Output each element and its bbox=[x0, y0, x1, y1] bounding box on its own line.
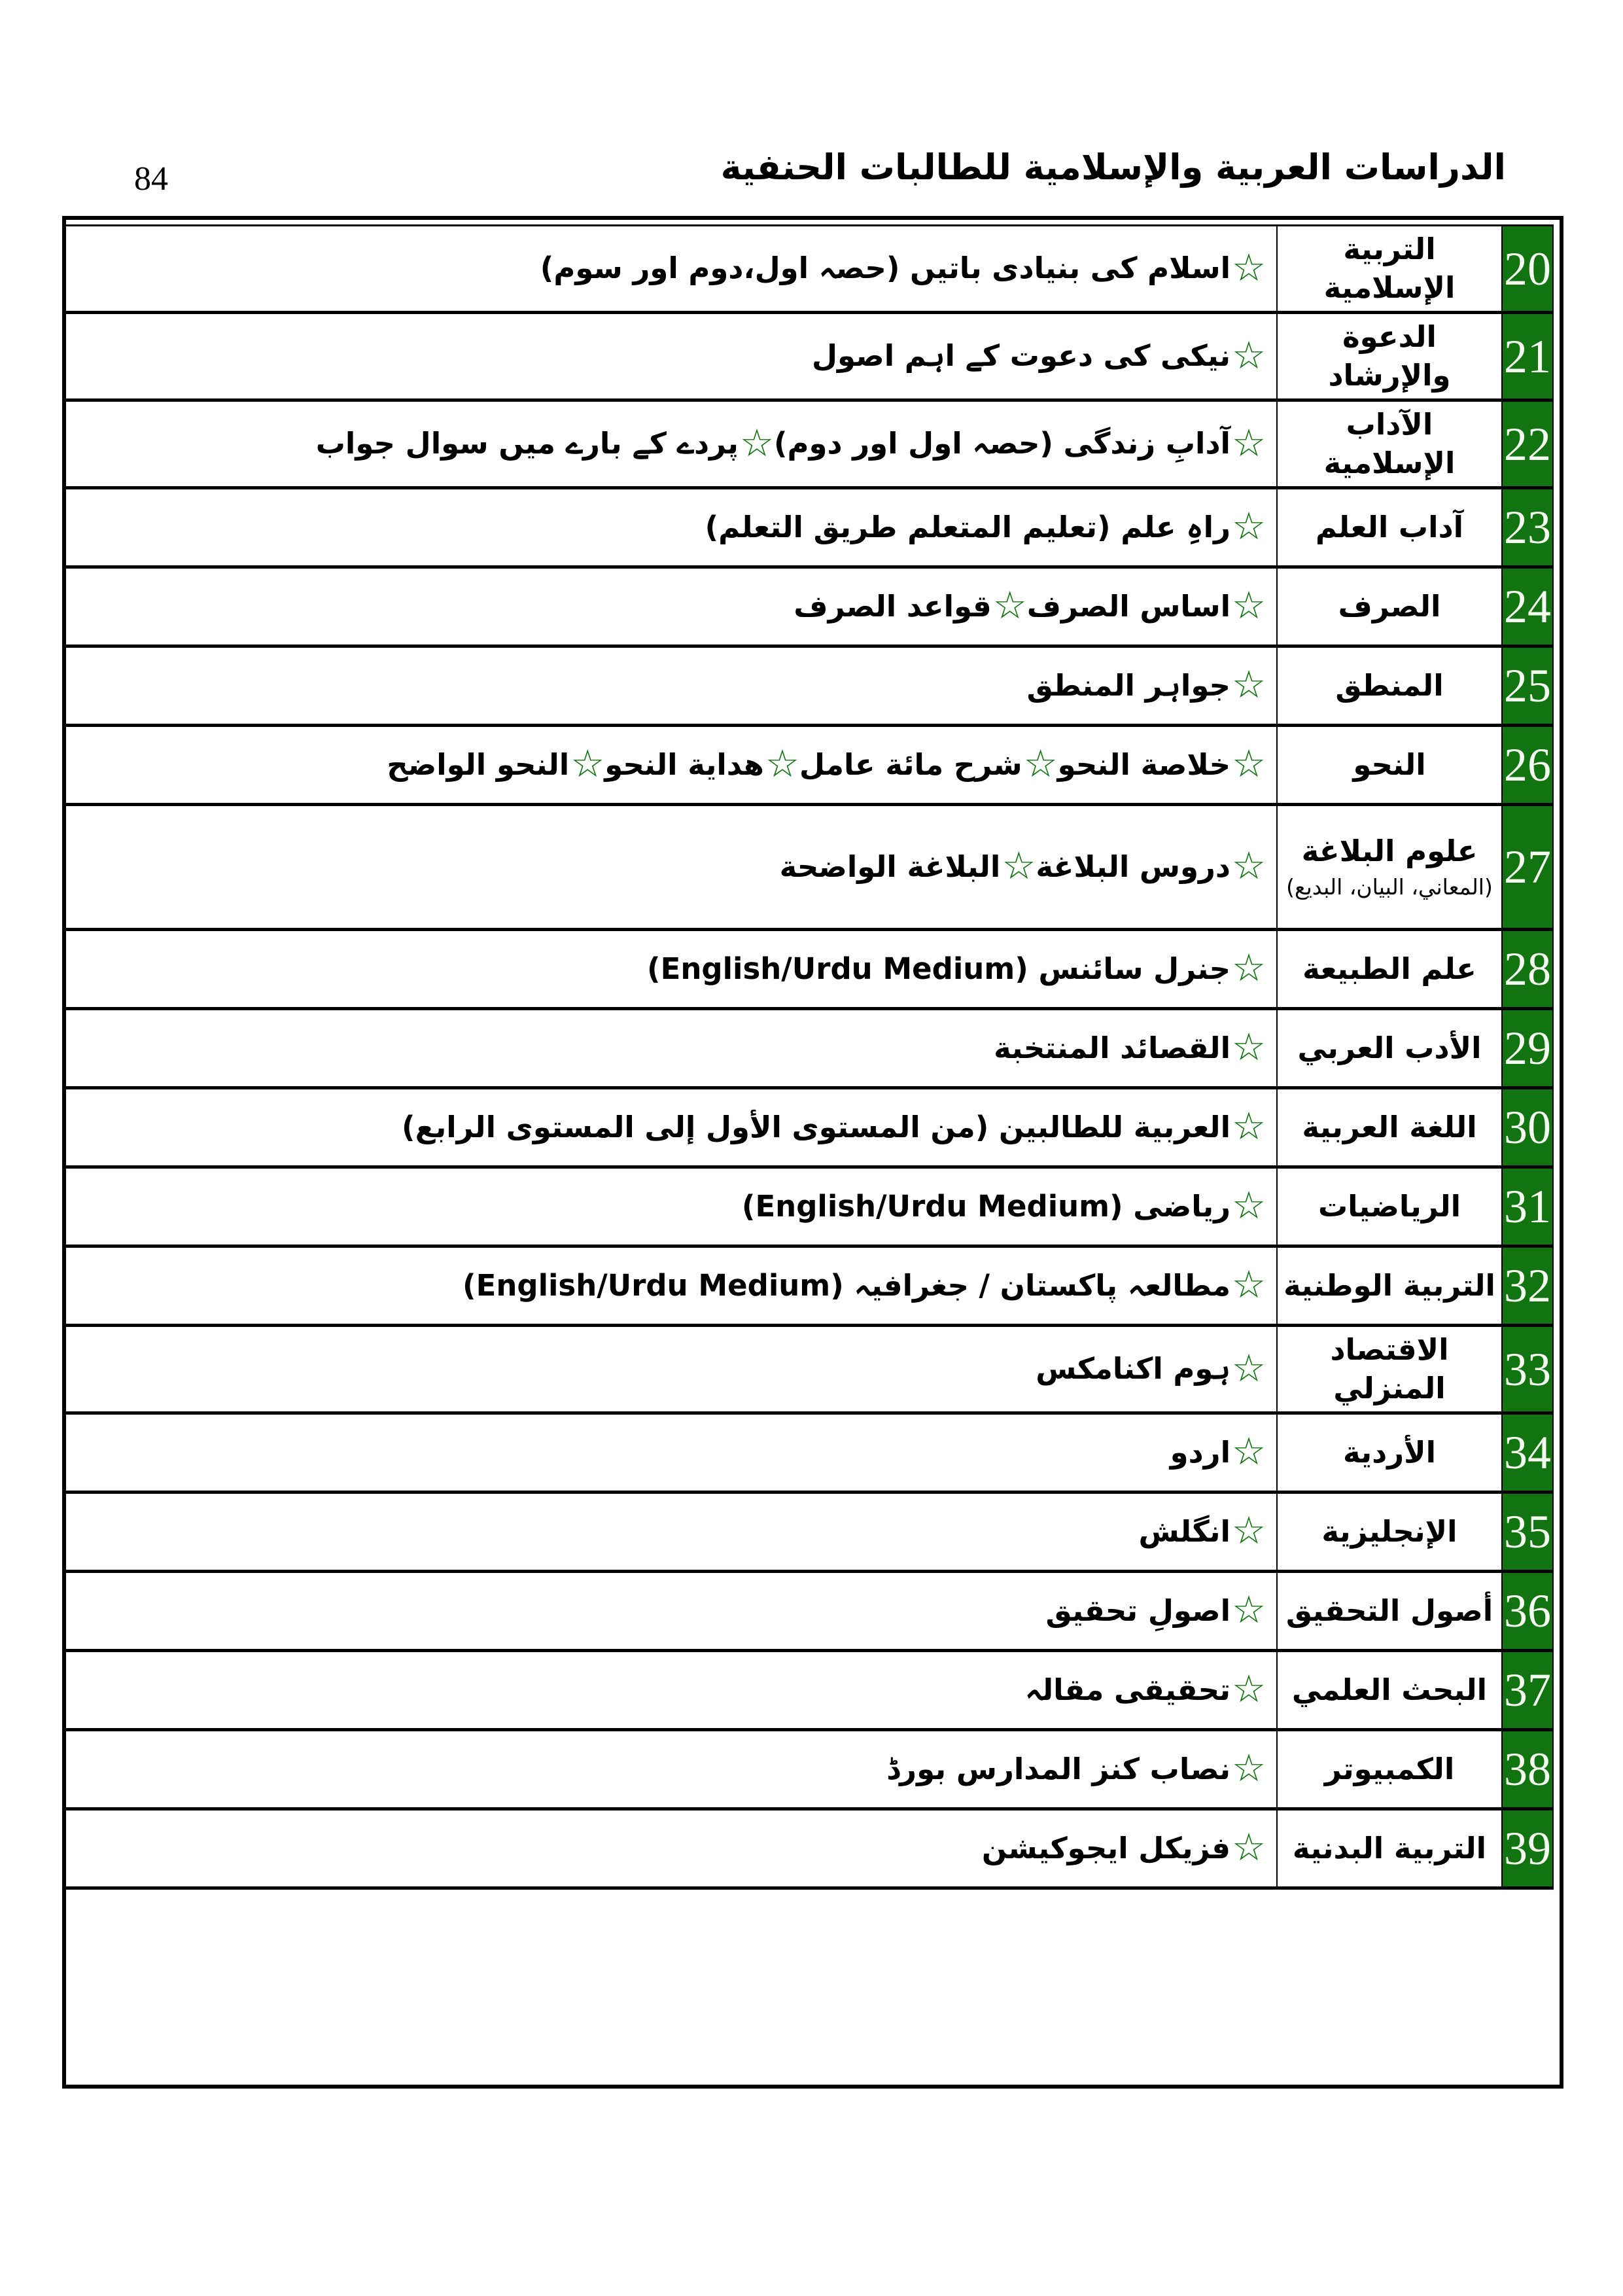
subject-name: البحث العلمي bbox=[1291, 1672, 1488, 1707]
subject-cell bbox=[1276, 727, 1501, 803]
table-row bbox=[66, 1327, 1552, 1415]
table-row bbox=[66, 1652, 1552, 1731]
content-cell bbox=[66, 727, 1276, 803]
table-row bbox=[66, 1415, 1552, 1494]
star-icon: ☆ bbox=[1232, 245, 1266, 290]
content-cell bbox=[66, 314, 1276, 398]
row-number: 23 bbox=[1504, 501, 1551, 554]
row-number: 28 bbox=[1504, 943, 1551, 995]
row-number-cell bbox=[1501, 1089, 1552, 1165]
subject-name: التربية البدنية bbox=[1292, 1830, 1487, 1865]
content-item bbox=[1024, 1667, 1266, 1711]
row-number: 36 bbox=[1504, 1585, 1551, 1637]
star-icon: ☆ bbox=[1232, 1825, 1266, 1869]
subject-cell bbox=[1276, 1327, 1501, 1411]
star-icon: ☆ bbox=[1232, 420, 1266, 465]
subject-cell bbox=[1276, 1810, 1501, 1886]
content-cell bbox=[66, 1169, 1276, 1245]
star-icon: ☆ bbox=[570, 741, 605, 786]
content-cell bbox=[66, 1731, 1276, 1807]
content-item-text: البلاغة الواضحة bbox=[779, 849, 1001, 884]
content-item-text: ریاضی (English/Urdu Medium) bbox=[741, 1188, 1230, 1224]
star-icon: ☆ bbox=[1232, 1183, 1266, 1227]
row-number-cell bbox=[1501, 1327, 1552, 1411]
content-item-text: راہِ علم (تعلیم المتعلم طریق التعلم) bbox=[705, 509, 1230, 544]
subject-cell bbox=[1276, 931, 1501, 1007]
content-cell bbox=[66, 1494, 1276, 1570]
content-item bbox=[779, 843, 1036, 888]
content-item-text: فزیکل ایجوکیشن bbox=[981, 1830, 1230, 1865]
content-item bbox=[1045, 1587, 1266, 1632]
content-item bbox=[1057, 741, 1266, 786]
row-number-cell bbox=[1501, 226, 1552, 311]
subject-cell bbox=[1276, 1652, 1501, 1728]
content-item-text: جواہر المنطق bbox=[1026, 667, 1230, 703]
row-number: 20 bbox=[1504, 242, 1551, 295]
content-item bbox=[1036, 1345, 1266, 1390]
star-icon: ☆ bbox=[1232, 843, 1266, 888]
star-icon: ☆ bbox=[1232, 1104, 1266, 1148]
star-icon: ☆ bbox=[1232, 741, 1266, 786]
subject-cell bbox=[1276, 1248, 1501, 1324]
content-cell bbox=[66, 1089, 1276, 1165]
subject-name: علم الطبيعة bbox=[1302, 951, 1476, 986]
subject-cell bbox=[1276, 1731, 1501, 1807]
row-number: 24 bbox=[1504, 580, 1551, 633]
subject-cell bbox=[1276, 569, 1501, 645]
content-item-text: نصاب کنز المدارس بورڈ bbox=[886, 1751, 1230, 1786]
content-item bbox=[604, 741, 799, 786]
content-item-text: دروس البلاغة bbox=[1036, 849, 1230, 884]
subject-cell bbox=[1276, 226, 1501, 311]
row-number-cell bbox=[1501, 402, 1552, 486]
star-icon: ☆ bbox=[1232, 583, 1266, 627]
table-row bbox=[66, 402, 1552, 489]
row-number-cell bbox=[1501, 1494, 1552, 1570]
content-item bbox=[794, 583, 1027, 627]
subject-name: اللغة العربية bbox=[1302, 1109, 1477, 1144]
content-item-text: اسلام کی بنیادی باتیں (حصہ اول،دوم اور سوم) bbox=[540, 251, 1230, 286]
subject-cell bbox=[1276, 1010, 1501, 1086]
content-item-text: آدابِ زندگی (حصہ اول اور دوم) bbox=[773, 426, 1230, 461]
content-item bbox=[811, 332, 1266, 378]
content-item-text: هداية النحو bbox=[604, 747, 764, 782]
content-cell bbox=[66, 489, 1276, 565]
content-item-text: مطالعہ پاکستان / جغرافیہ (English/Urdu Medium) bbox=[462, 1267, 1230, 1303]
content-item bbox=[773, 420, 1266, 465]
table-row bbox=[66, 569, 1552, 648]
star-icon: ☆ bbox=[1232, 504, 1266, 548]
subject-name: التربية الإسلامية bbox=[1323, 232, 1456, 305]
page-number: 84 bbox=[134, 160, 168, 198]
row-number-cell bbox=[1501, 314, 1552, 398]
content-item bbox=[1026, 583, 1266, 627]
subject-name: النحو bbox=[1353, 747, 1426, 782]
subject-name: علوم البلاغة bbox=[1301, 834, 1478, 869]
content-item bbox=[886, 1746, 1266, 1790]
row-number: 27 bbox=[1504, 841, 1551, 893]
subject-note: (المعاني، البيان، البديع) bbox=[1286, 874, 1493, 900]
subject-cell bbox=[1276, 1169, 1501, 1245]
row-number-cell bbox=[1501, 1248, 1552, 1324]
row-number-cell bbox=[1501, 806, 1552, 928]
content-item bbox=[981, 1825, 1266, 1869]
row-number: 33 bbox=[1504, 1343, 1551, 1396]
content-cell bbox=[66, 1248, 1276, 1324]
subject-cell bbox=[1276, 648, 1501, 724]
star-icon: ☆ bbox=[1232, 1667, 1266, 1711]
content-item-text: نیکی کی دعوت کے اہم اصول bbox=[811, 338, 1230, 374]
row-number: 26 bbox=[1504, 739, 1551, 791]
subject-name: الأردية bbox=[1342, 1434, 1437, 1470]
content-item-text: اصولِ تحقیق bbox=[1045, 1593, 1230, 1628]
content-item bbox=[1036, 843, 1266, 888]
content-cell bbox=[66, 1652, 1276, 1728]
star-icon: ☆ bbox=[1232, 1508, 1266, 1553]
content-item bbox=[540, 245, 1266, 290]
star-icon: ☆ bbox=[1232, 945, 1266, 990]
content-item-text: اساس الصرف bbox=[1026, 588, 1230, 624]
table-row bbox=[66, 1169, 1552, 1248]
star-icon: ☆ bbox=[1232, 1746, 1266, 1790]
content-item bbox=[387, 741, 605, 786]
table-row bbox=[66, 648, 1552, 727]
star-icon: ☆ bbox=[992, 583, 1027, 627]
content-item-text: العربية للطالبين (من المستوى الأول إلى المستوى الرابع) bbox=[402, 1109, 1230, 1144]
subject-cell bbox=[1276, 1089, 1501, 1165]
content-cell bbox=[66, 1415, 1276, 1491]
row-number: 34 bbox=[1504, 1426, 1551, 1479]
table-row bbox=[66, 1089, 1552, 1169]
content-item bbox=[741, 1183, 1266, 1227]
subject-name: التربية الوطنية bbox=[1283, 1267, 1495, 1303]
subject-name: الآداب الإسلامية bbox=[1323, 407, 1456, 480]
content-item bbox=[799, 741, 1058, 786]
subject-name: الإنجليزية bbox=[1321, 1513, 1457, 1549]
content-cell bbox=[66, 1327, 1276, 1411]
content-item bbox=[462, 1262, 1266, 1307]
subject-cell bbox=[1276, 1415, 1501, 1491]
table-row bbox=[66, 931, 1552, 1010]
content-item bbox=[994, 1025, 1266, 1069]
row-number: 35 bbox=[1504, 1506, 1551, 1558]
row-number-cell bbox=[1501, 569, 1552, 645]
star-icon: ☆ bbox=[1023, 741, 1058, 786]
table-row bbox=[66, 1573, 1552, 1652]
row-number-cell bbox=[1501, 1810, 1552, 1886]
table-row bbox=[66, 806, 1552, 931]
table-row bbox=[66, 226, 1552, 314]
subject-name: الدعوة والإرشاد bbox=[1328, 319, 1451, 393]
table-row bbox=[66, 489, 1552, 569]
row-number-cell bbox=[1501, 489, 1552, 565]
content-item bbox=[705, 504, 1266, 548]
row-number-cell bbox=[1501, 648, 1552, 724]
content-cell bbox=[66, 648, 1276, 724]
star-icon: ☆ bbox=[1232, 662, 1266, 707]
content-item-text: النحو الواضح bbox=[387, 747, 570, 782]
row-number-cell bbox=[1501, 1573, 1552, 1649]
subject-cell bbox=[1276, 806, 1501, 928]
content-item-text: اردو bbox=[1170, 1434, 1230, 1470]
row-number-cell bbox=[1501, 931, 1552, 1007]
subject-name: آداب العلم bbox=[1315, 509, 1464, 544]
subject-name: المنطق bbox=[1335, 667, 1444, 703]
page-title: الدراسات العربية والإسلامية للطالبات الحنفية bbox=[720, 147, 1506, 188]
content-item bbox=[1026, 662, 1266, 707]
star-icon: ☆ bbox=[1232, 1262, 1266, 1307]
subject-name: الرياضيات bbox=[1318, 1188, 1461, 1224]
content-cell bbox=[66, 226, 1276, 311]
table-row bbox=[66, 314, 1552, 402]
subject-name: الأدب العربي bbox=[1297, 1030, 1482, 1065]
content-item bbox=[647, 945, 1266, 990]
row-number: 32 bbox=[1504, 1260, 1551, 1312]
table-frame bbox=[62, 216, 1563, 2089]
star-icon: ☆ bbox=[1232, 1345, 1266, 1390]
content-item-text: شرح مائة عامل bbox=[799, 747, 1022, 782]
page-header bbox=[62, 145, 1563, 196]
table-row bbox=[66, 1731, 1552, 1810]
row-number: 29 bbox=[1504, 1022, 1551, 1074]
subject-name: الصرف bbox=[1338, 588, 1441, 624]
content-item-text: جنرل سائنس (English/Urdu Medium) bbox=[647, 951, 1230, 986]
content-item bbox=[1138, 1508, 1266, 1553]
content-item bbox=[402, 1104, 1266, 1148]
subject-cell bbox=[1276, 402, 1501, 486]
subject-cell bbox=[1276, 314, 1501, 398]
content-item-text: ہوم اکنامکس bbox=[1036, 1351, 1230, 1386]
row-number: 38 bbox=[1504, 1743, 1551, 1795]
table-row bbox=[66, 727, 1552, 806]
content-cell bbox=[66, 1010, 1276, 1086]
table-row bbox=[66, 1010, 1552, 1089]
row-number: 21 bbox=[1504, 330, 1551, 383]
row-number-cell bbox=[1501, 1652, 1552, 1728]
subject-name: الاقتصاد المنزلي bbox=[1330, 1332, 1449, 1405]
row-number: 30 bbox=[1504, 1101, 1551, 1154]
star-icon: ☆ bbox=[1002, 843, 1036, 888]
subject-name: أصول التحقيق bbox=[1285, 1593, 1493, 1628]
row-number: 37 bbox=[1504, 1664, 1551, 1716]
row-number: 39 bbox=[1504, 1822, 1551, 1875]
star-icon: ☆ bbox=[1232, 1025, 1266, 1069]
star-icon: ☆ bbox=[765, 741, 799, 786]
content-item-text: پردے کے بارے میں سوال جواب bbox=[315, 426, 739, 461]
content-item bbox=[315, 420, 774, 465]
subject-name: الكمبيوتر bbox=[1324, 1751, 1455, 1786]
content-cell bbox=[66, 1810, 1276, 1886]
content-item-text: القصائد المنتخبة bbox=[994, 1030, 1230, 1065]
content-cell bbox=[66, 1573, 1276, 1649]
table-row bbox=[66, 1810, 1552, 1890]
table-row bbox=[66, 1248, 1552, 1327]
content-cell bbox=[66, 806, 1276, 928]
row-number: 25 bbox=[1504, 660, 1551, 712]
star-icon: ☆ bbox=[1232, 332, 1266, 378]
content-cell bbox=[66, 402, 1276, 486]
content-item-text: قواعد الصرف bbox=[794, 588, 992, 624]
content-cell bbox=[66, 569, 1276, 645]
row-number-cell bbox=[1501, 1169, 1552, 1245]
row-number-cell bbox=[1501, 1010, 1552, 1086]
subject-cell bbox=[1276, 489, 1501, 565]
row-number: 22 bbox=[1504, 417, 1551, 470]
table-row bbox=[66, 1494, 1552, 1573]
star-icon: ☆ bbox=[739, 420, 774, 465]
star-icon: ☆ bbox=[1232, 1587, 1266, 1632]
subject-cell bbox=[1276, 1494, 1501, 1570]
content-item-text: خلاصة النحو bbox=[1057, 747, 1230, 782]
row-number: 31 bbox=[1504, 1180, 1551, 1233]
content-item-text: تحقیقی مقالہ bbox=[1024, 1672, 1230, 1707]
subject-cell bbox=[1276, 1573, 1501, 1649]
star-icon: ☆ bbox=[1232, 1429, 1266, 1474]
content-cell bbox=[66, 931, 1276, 1007]
row-number-cell bbox=[1501, 1731, 1552, 1807]
subjects-table bbox=[66, 224, 1554, 1890]
row-number-cell bbox=[1501, 727, 1552, 803]
content-item-text: انگلش bbox=[1138, 1513, 1230, 1549]
content-item bbox=[1170, 1429, 1266, 1474]
row-number-cell bbox=[1501, 1415, 1552, 1491]
